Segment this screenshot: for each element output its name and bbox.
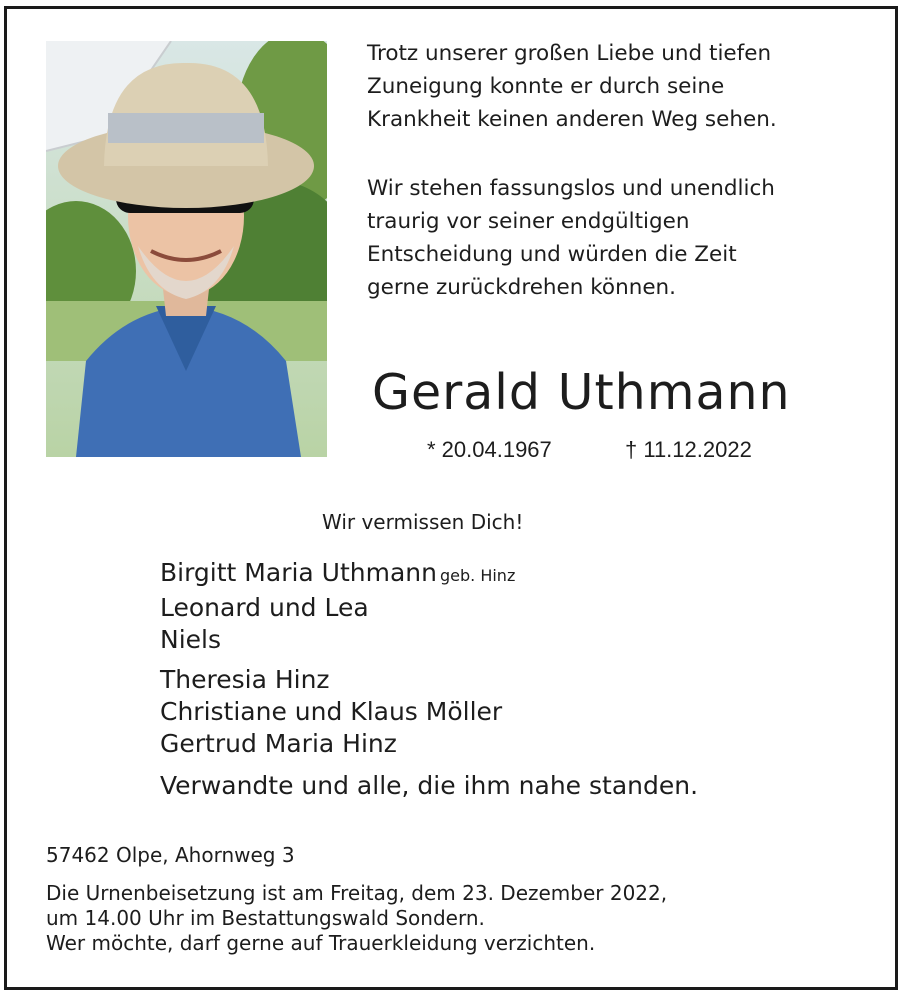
family-closing: Verwandte und alle, die ihm nahe standen. [160, 771, 699, 800]
miss-you-line: Wir vermissen Dich! [322, 510, 524, 534]
spouse-name: Birgitt Maria Uthmann [160, 558, 437, 587]
family-member [160, 557, 515, 592]
quote-line: gerne zurückdrehen können. [367, 275, 677, 300]
family-member: Theresia Hinz [160, 665, 330, 694]
quote-paragraph-1 [367, 37, 777, 136]
spouse-birth-name: geb. Hinz [440, 566, 516, 585]
deceased-name: Gerald Uthmann [372, 364, 791, 421]
family-member: Niels [160, 625, 221, 654]
death-date: † 11.12.2022 [625, 437, 752, 462]
quote-line: Wir stehen fassungslos und unendlich [367, 176, 775, 201]
quote-line: Zuneigung konnte er durch seine [367, 74, 725, 99]
ceremony-info [46, 881, 667, 956]
family-member: Christiane und Klaus Möller [160, 697, 503, 726]
quote-line: Entscheidung und würden die Zeit [367, 242, 737, 267]
ceremony-line: um 14.00 Uhr im Bestattungswald Sondern. [46, 906, 485, 930]
family-member: Leonard und Lea [160, 593, 369, 622]
portrait-illustration [46, 41, 327, 457]
family-group-relatives [160, 664, 502, 760]
quote-line: Trotz unserer großen Liebe und tiefen [367, 41, 772, 66]
quote-line: traurig vor seiner endgültigen [367, 209, 690, 234]
family-group-immediate [160, 557, 515, 656]
quote-paragraph-2 [367, 172, 775, 304]
quote-line: Krankheit keinen anderen Weg sehen. [367, 107, 777, 132]
portrait-photo [46, 41, 327, 457]
ceremony-line: Die Urnenbeisetzung ist am Freitag, dem 23. Dezember 2022, [46, 881, 668, 905]
family-member: Gertrud Maria Hinz [160, 729, 397, 758]
ceremony-line: Wer möchte, darf gerne auf Trauerkleidung verzichten. [46, 931, 596, 955]
address: 57462 Olpe, Ahornweg 3 [46, 843, 295, 867]
birth-date: * 20.04.1967 [427, 437, 552, 462]
